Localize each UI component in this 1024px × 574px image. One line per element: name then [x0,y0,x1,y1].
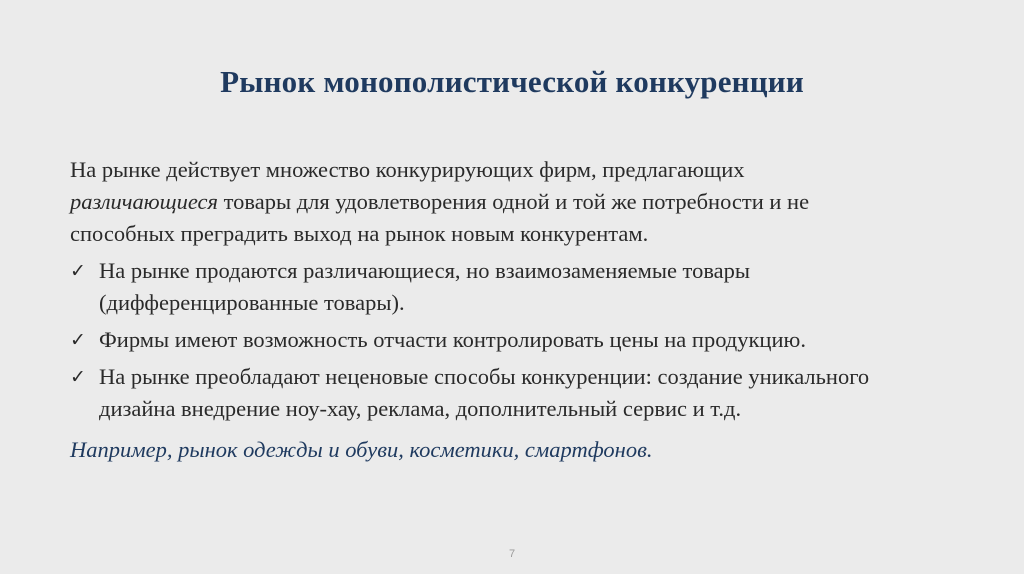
check-icon: ✓ [70,260,86,282]
bullet-item [70,324,995,356]
intro-line-3: способных преградить выход на рынок новым конкурентам. [70,221,649,246]
intro-emphasis: различающиеся [70,189,218,214]
page-number: 7 [508,548,516,560]
intro-paragraph [70,154,995,250]
slide-content [70,154,995,466]
check-icon: ✓ [70,366,86,388]
intro-line-1: На рынке действует множество конкурирующих фирм, предлагающих [70,157,745,182]
slide-title: Рынок монополистической конкуренции [220,64,804,99]
intro-line-2 [70,186,995,218]
bullet-line: На рынке преобладают неценовые способы конкуренции: создание уникального [99,364,870,389]
bullet-item [70,361,995,425]
check-icon: ✓ [70,329,86,351]
intro-line-2-rest: товары для удовлетворения одной и той же потребности и не [218,189,810,214]
bullet-line: дизайна внедрение ноу-хау, реклама, дополнительный сервис и т.д. [99,396,742,421]
example-text: Например, рынок одежды и обуви, косметики, смартфонов. [70,437,653,462]
bullet-item [70,255,995,319]
bullet-line: Фирмы имеют возможность отчасти контролировать цены на продукцию. [99,327,806,352]
bullet-line: На рынке продаются различающиеся, но взаимозаменяемые товары [99,258,751,283]
bullet-line: (дифференцированные товары). [99,290,405,315]
